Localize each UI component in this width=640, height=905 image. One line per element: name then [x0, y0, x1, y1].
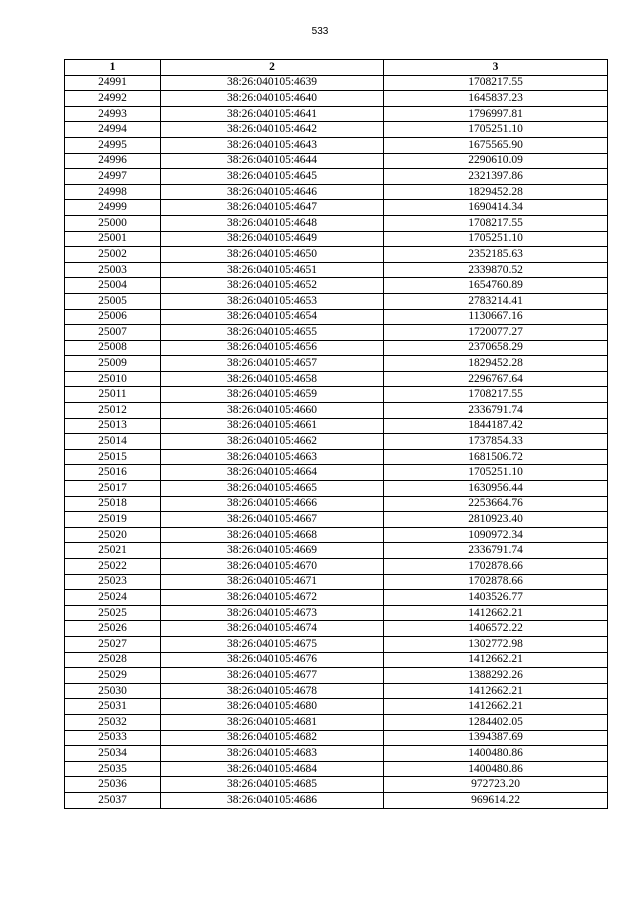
table-row [65, 231, 608, 247]
table-row [65, 668, 608, 684]
row-number-cell: 25034 [65, 746, 161, 762]
value-cell: 1130667.16 [384, 309, 608, 325]
table-row [65, 215, 608, 231]
row-number-cell: 25001 [65, 231, 161, 247]
cadastral-number-cell: 38:26:040105:4677 [161, 668, 384, 684]
row-number-cell: 25002 [65, 247, 161, 263]
value-cell: 1737854.33 [384, 434, 608, 450]
cadastral-number-cell: 38:26:040105:4656 [161, 340, 384, 356]
value-cell: 1654760.89 [384, 278, 608, 294]
table-row [65, 106, 608, 122]
row-number-cell: 25004 [65, 278, 161, 294]
cadastral-number-cell: 38:26:040105:4671 [161, 574, 384, 590]
cadastral-number-cell: 38:26:040105:4674 [161, 621, 384, 637]
row-number-cell: 25028 [65, 652, 161, 668]
table-row [65, 481, 608, 497]
cadastral-number-cell: 38:26:040105:4678 [161, 683, 384, 699]
value-cell: 1708217.55 [384, 75, 608, 91]
column-header-1: 1 [65, 60, 161, 76]
cadastral-number-cell: 38:26:040105:4650 [161, 247, 384, 263]
cadastral-number-cell: 38:26:040105:4666 [161, 496, 384, 512]
table-row [65, 543, 608, 559]
cadastral-number-cell: 38:26:040105:4659 [161, 387, 384, 403]
value-cell: 2352185.63 [384, 247, 608, 263]
cadastral-number-cell: 38:26:040105:4667 [161, 512, 384, 528]
cadastral-number-cell: 38:26:040105:4658 [161, 371, 384, 387]
cadastral-number-cell: 38:26:040105:4668 [161, 527, 384, 543]
row-number-cell: 25033 [65, 730, 161, 746]
cadastral-number-cell: 38:26:040105:4645 [161, 169, 384, 185]
value-cell: 1690414.34 [384, 200, 608, 216]
value-cell: 1302772.98 [384, 636, 608, 652]
table-row [65, 418, 608, 434]
value-cell: 2370658.29 [384, 340, 608, 356]
row-number-cell: 24999 [65, 200, 161, 216]
row-number-cell: 25022 [65, 559, 161, 575]
table-row [65, 262, 608, 278]
value-cell: 2296767.64 [384, 371, 608, 387]
row-number-cell: 24992 [65, 91, 161, 107]
cadastral-number-cell: 38:26:040105:4640 [161, 91, 384, 107]
value-cell: 1702878.66 [384, 559, 608, 575]
table-row [65, 449, 608, 465]
value-cell: 1400480.86 [384, 761, 608, 777]
row-number-cell: 25025 [65, 605, 161, 621]
value-cell: 2253664.76 [384, 496, 608, 512]
row-number-cell: 25032 [65, 714, 161, 730]
cadastral-number-cell: 38:26:040105:4669 [161, 543, 384, 559]
row-number-cell: 25029 [65, 668, 161, 684]
value-cell: 1412662.21 [384, 699, 608, 715]
table-row [65, 559, 608, 575]
cadastral-number-cell: 38:26:040105:4664 [161, 465, 384, 481]
value-cell: 1708217.55 [384, 387, 608, 403]
row-number-cell: 24991 [65, 75, 161, 91]
cadastral-number-cell: 38:26:040105:4684 [161, 761, 384, 777]
row-number-cell: 25015 [65, 449, 161, 465]
value-cell: 969614.22 [384, 792, 608, 808]
value-cell: 1844187.42 [384, 418, 608, 434]
row-number-cell: 25006 [65, 309, 161, 325]
table-row [65, 636, 608, 652]
value-cell: 1400480.86 [384, 746, 608, 762]
row-number-cell: 25000 [65, 215, 161, 231]
value-cell: 1412662.21 [384, 652, 608, 668]
row-number-cell: 25023 [65, 574, 161, 590]
value-cell: 2290610.09 [384, 153, 608, 169]
cadastral-number-cell: 38:26:040105:4662 [161, 434, 384, 450]
table-row [65, 309, 608, 325]
cadastral-number-cell: 38:26:040105:4646 [161, 184, 384, 200]
row-number-cell: 25013 [65, 418, 161, 434]
table-row [65, 247, 608, 263]
cadastral-number-cell: 38:26:040105:4683 [161, 746, 384, 762]
row-number-cell: 25027 [65, 636, 161, 652]
cadastral-number-cell: 38:26:040105:4681 [161, 714, 384, 730]
cadastral-number-cell: 38:26:040105:4654 [161, 309, 384, 325]
row-number-cell: 25016 [65, 465, 161, 481]
table-row [65, 325, 608, 341]
table-row [65, 590, 608, 606]
cadastral-number-cell: 38:26:040105:4676 [161, 652, 384, 668]
row-number-cell: 24998 [65, 184, 161, 200]
value-cell: 1406572.22 [384, 621, 608, 637]
row-number-cell: 25035 [65, 761, 161, 777]
table-row [65, 792, 608, 808]
table-row [65, 761, 608, 777]
cadastral-number-cell: 38:26:040105:4670 [161, 559, 384, 575]
table-row [65, 496, 608, 512]
table-row [65, 387, 608, 403]
row-number-cell: 24993 [65, 106, 161, 122]
value-cell: 1394387.69 [384, 730, 608, 746]
table-row [65, 75, 608, 91]
cadastral-number-cell: 38:26:040105:4665 [161, 481, 384, 497]
table-row [65, 169, 608, 185]
value-cell: 1403526.77 [384, 590, 608, 606]
cadastral-number-cell: 38:26:040105:4639 [161, 75, 384, 91]
row-number-cell: 24997 [65, 169, 161, 185]
row-number-cell: 25019 [65, 512, 161, 528]
row-number-cell: 25014 [65, 434, 161, 450]
value-cell: 2321397.86 [384, 169, 608, 185]
value-cell: 2810923.40 [384, 512, 608, 528]
row-number-cell: 25008 [65, 340, 161, 356]
table-row [65, 652, 608, 668]
cadastral-number-cell: 38:26:040105:4682 [161, 730, 384, 746]
table-body [65, 75, 608, 808]
cadastral-number-cell: 38:26:040105:4663 [161, 449, 384, 465]
table-row [65, 714, 608, 730]
row-number-cell: 25017 [65, 481, 161, 497]
cadastral-number-cell: 38:26:040105:4647 [161, 200, 384, 216]
row-number-cell: 25024 [65, 590, 161, 606]
cadastral-number-cell: 38:26:040105:4680 [161, 699, 384, 715]
row-number-cell: 25037 [65, 792, 161, 808]
cadastral-number-cell: 38:26:040105:4655 [161, 325, 384, 341]
table-row [65, 293, 608, 309]
table-row [65, 699, 608, 715]
table-row [65, 91, 608, 107]
value-cell: 1681506.72 [384, 449, 608, 465]
cadastral-number-cell: 38:26:040105:4672 [161, 590, 384, 606]
value-cell: 1388292.26 [384, 668, 608, 684]
table-row [65, 371, 608, 387]
value-cell: 2339870.52 [384, 262, 608, 278]
value-cell: 1090972.34 [384, 527, 608, 543]
data-table [64, 59, 608, 809]
cadastral-number-cell: 38:26:040105:4652 [161, 278, 384, 294]
table-row [65, 574, 608, 590]
cadastral-number-cell: 38:26:040105:4649 [161, 231, 384, 247]
value-cell: 1829452.28 [384, 184, 608, 200]
value-cell: 1630956.44 [384, 481, 608, 497]
value-cell: 1796997.81 [384, 106, 608, 122]
cadastral-number-cell: 38:26:040105:4653 [161, 293, 384, 309]
value-cell: 2336791.74 [384, 403, 608, 419]
value-cell: 1720077.27 [384, 325, 608, 341]
row-number-cell: 25036 [65, 777, 161, 793]
row-number-cell: 25005 [65, 293, 161, 309]
row-number-cell: 25009 [65, 356, 161, 372]
table-row [65, 683, 608, 699]
table-row [65, 184, 608, 200]
column-header-2: 2 [161, 60, 384, 76]
value-cell: 1708217.55 [384, 215, 608, 231]
row-number-cell: 24996 [65, 153, 161, 169]
cadastral-number-cell: 38:26:040105:4644 [161, 153, 384, 169]
value-cell: 1412662.21 [384, 683, 608, 699]
row-number-cell: 24994 [65, 122, 161, 138]
row-number-cell: 25018 [65, 496, 161, 512]
row-number-cell: 25012 [65, 403, 161, 419]
table-row [65, 465, 608, 481]
value-cell: 2783214.41 [384, 293, 608, 309]
value-cell: 1705251.10 [384, 122, 608, 138]
table-row [65, 137, 608, 153]
table-row [65, 153, 608, 169]
value-cell: 1705251.10 [384, 465, 608, 481]
table-row [65, 730, 608, 746]
row-number-cell: 25003 [65, 262, 161, 278]
row-number-cell: 25031 [65, 699, 161, 715]
cadastral-number-cell: 38:26:040105:4642 [161, 122, 384, 138]
table-row [65, 278, 608, 294]
value-cell: 1705251.10 [384, 231, 608, 247]
value-cell: 1412662.21 [384, 605, 608, 621]
row-number-cell: 25021 [65, 543, 161, 559]
table-row [65, 605, 608, 621]
table-row [65, 403, 608, 419]
row-number-cell: 25007 [65, 325, 161, 341]
cadastral-number-cell: 38:26:040105:4661 [161, 418, 384, 434]
cadastral-number-cell: 38:26:040105:4685 [161, 777, 384, 793]
value-cell: 1829452.28 [384, 356, 608, 372]
row-number-cell: 24995 [65, 137, 161, 153]
table-row [65, 200, 608, 216]
cadastral-number-cell: 38:26:040105:4686 [161, 792, 384, 808]
table-row [65, 434, 608, 450]
cadastral-number-cell: 38:26:040105:4641 [161, 106, 384, 122]
cadastral-number-cell: 38:26:040105:4673 [161, 605, 384, 621]
table-row [65, 122, 608, 138]
table-row [65, 356, 608, 372]
header-row [65, 60, 608, 76]
table-row [65, 621, 608, 637]
value-cell: 2336791.74 [384, 543, 608, 559]
cadastral-number-cell: 38:26:040105:4660 [161, 403, 384, 419]
value-cell: 972723.20 [384, 777, 608, 793]
cadastral-number-cell: 38:26:040105:4648 [161, 215, 384, 231]
value-cell: 1284402.05 [384, 714, 608, 730]
value-cell: 1645837.23 [384, 91, 608, 107]
row-number-cell: 25030 [65, 683, 161, 699]
table-row [65, 746, 608, 762]
page-number: 533 [311, 26, 329, 37]
table-row [65, 777, 608, 793]
table-row [65, 527, 608, 543]
row-number-cell: 25026 [65, 621, 161, 637]
cadastral-number-cell: 38:26:040105:4675 [161, 636, 384, 652]
cadastral-number-cell: 38:26:040105:4657 [161, 356, 384, 372]
cadastral-number-cell: 38:26:040105:4643 [161, 137, 384, 153]
table-row [65, 512, 608, 528]
cadastral-number-cell: 38:26:040105:4651 [161, 262, 384, 278]
row-number-cell: 25020 [65, 527, 161, 543]
value-cell: 1702878.66 [384, 574, 608, 590]
row-number-cell: 25011 [65, 387, 161, 403]
value-cell: 1675565.90 [384, 137, 608, 153]
row-number-cell: 25010 [65, 371, 161, 387]
table-row [65, 340, 608, 356]
column-header-3: 3 [384, 60, 608, 76]
